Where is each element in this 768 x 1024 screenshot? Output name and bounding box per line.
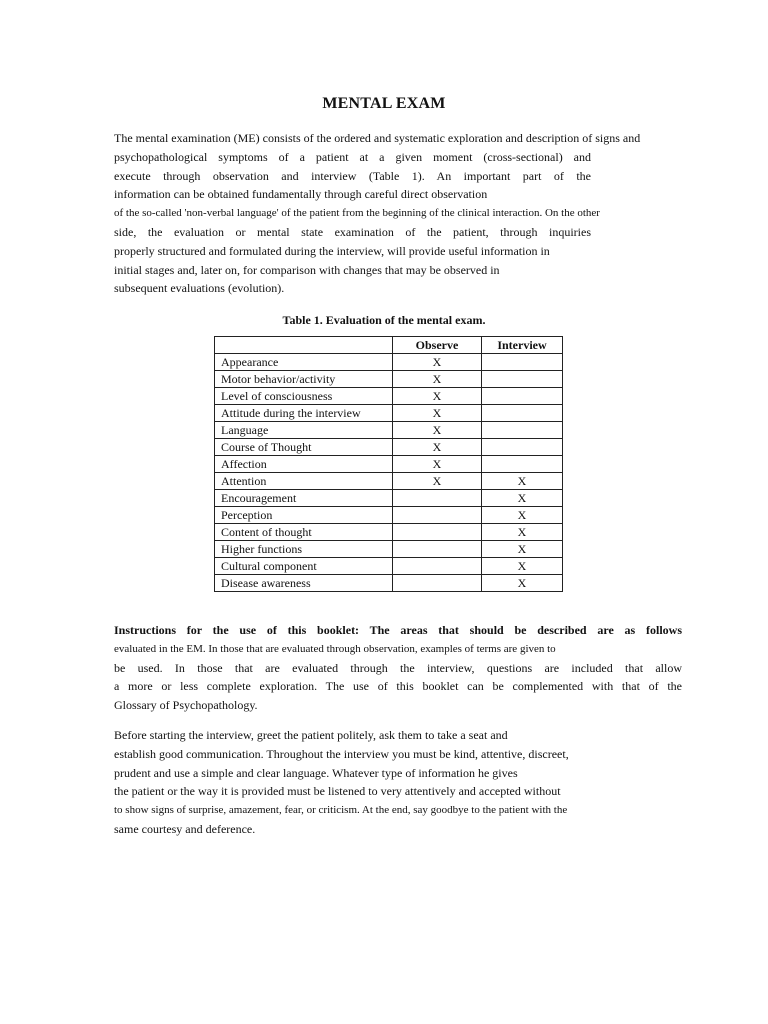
interview-line: establish good communication. Throughout the interview you must be kind, attentive, discreet, bbox=[114, 746, 569, 761]
interview-line: prudent and use a simple and clear language. Whatever type of information he gives bbox=[114, 765, 518, 780]
area-cell: Perception bbox=[215, 507, 393, 524]
table-row bbox=[215, 422, 563, 439]
header-interview: Interview bbox=[482, 337, 563, 354]
intro-line: subsequent evaluations (evolution). bbox=[114, 281, 285, 296]
table-row bbox=[215, 558, 563, 575]
intro-line: information can be obtained fundamentally through careful direct observation bbox=[114, 187, 488, 202]
table-row bbox=[215, 405, 563, 422]
area-cell: Attention bbox=[215, 473, 393, 490]
header-observe: Observe bbox=[393, 337, 482, 354]
interview-cell bbox=[482, 439, 563, 456]
interview-cell: X bbox=[482, 490, 563, 507]
area-cell: Higher functions bbox=[215, 541, 393, 558]
area-cell: Encouragement bbox=[215, 490, 393, 507]
instructions-line: a more or less complete exploration. The use of this booklet can be complemented with that of the bbox=[114, 679, 682, 694]
intro-line: side, the evaluation or mental state examination of the patient, through inquiries bbox=[114, 224, 591, 239]
intro-paragraph bbox=[114, 129, 684, 298]
observe-cell: X bbox=[393, 439, 482, 456]
observe-cell bbox=[393, 507, 482, 524]
observe-cell: X bbox=[393, 354, 482, 371]
interview-cell bbox=[482, 405, 563, 422]
interview-line: Before starting the interview, greet the patient politely, ask them to take a seat and bbox=[114, 728, 508, 742]
table-row bbox=[215, 507, 563, 524]
interview-cell: X bbox=[482, 507, 563, 524]
interview-line: the patient or the way it is provided must be listened to very attentively and accepted without bbox=[114, 784, 561, 799]
area-cell: Appearance bbox=[215, 354, 393, 371]
interview-cell: X bbox=[482, 541, 563, 558]
interview-paragraph bbox=[114, 726, 684, 839]
instructions-paragraph bbox=[114, 621, 684, 715]
intro-line: The mental examination (ME) consists of the ordered and systematic exploration and description of signs and bbox=[114, 131, 641, 145]
observe-cell: X bbox=[393, 422, 482, 439]
instructions-line: Instructions for the use of this booklet: The areas that should be described are as follows bbox=[114, 623, 682, 637]
table-caption: Table 1. Evaluation of the mental exam. bbox=[282, 313, 486, 327]
observe-cell bbox=[393, 524, 482, 541]
interview-cell: X bbox=[482, 558, 563, 575]
table-row bbox=[215, 439, 563, 456]
intro-line: of the so-called 'non-verbal language' of the patient from the beginning of the clinical interaction. On the other bbox=[114, 207, 600, 220]
instructions-line: evaluated in the EM. In those that are evaluated through observation, examples of terms are given to bbox=[114, 642, 556, 655]
interview-cell bbox=[482, 456, 563, 473]
area-cell: Disease awareness bbox=[215, 575, 393, 592]
observe-cell bbox=[393, 541, 482, 558]
observe-cell: X bbox=[393, 456, 482, 473]
page-title: MENTAL EXAM bbox=[322, 95, 446, 112]
area-cell: Language bbox=[215, 422, 393, 439]
observe-cell: X bbox=[393, 371, 482, 388]
area-cell: Content of thought bbox=[215, 524, 393, 541]
table-row bbox=[215, 371, 563, 388]
header-area bbox=[215, 337, 393, 354]
table-row bbox=[215, 354, 563, 371]
interview-line: same courtesy and deference. bbox=[114, 821, 256, 836]
observe-cell bbox=[393, 575, 482, 592]
interview-cell bbox=[482, 388, 563, 405]
instructions-line: be used. In those that are evaluated through the interview, questions are included that allow bbox=[114, 660, 682, 675]
observe-cell: X bbox=[393, 405, 482, 422]
interview-cell: X bbox=[482, 524, 563, 541]
area-cell: Attitude during the interview bbox=[215, 405, 393, 422]
intro-line: initial stages and, later on, for comparison with changes that may be observed in bbox=[114, 262, 500, 277]
interview-cell: X bbox=[482, 473, 563, 490]
area-cell: Motor behavior/activity bbox=[215, 371, 393, 388]
area-cell: Level of consciousness bbox=[215, 388, 393, 405]
interview-cell bbox=[482, 371, 563, 388]
table-row bbox=[215, 490, 563, 507]
intro-line: properly structured and formulated during the interview, will provide useful information in bbox=[114, 243, 550, 258]
area-cell: Cultural component bbox=[215, 558, 393, 575]
mental-exam-table bbox=[214, 336, 563, 592]
interview-cell: X bbox=[482, 575, 563, 592]
table-row bbox=[215, 524, 563, 541]
observe-cell: X bbox=[393, 388, 482, 405]
area-cell: Course of Thought bbox=[215, 439, 393, 456]
interview-cell bbox=[482, 422, 563, 439]
table-body bbox=[215, 354, 563, 592]
instructions-line: Glossary of Psychopathology. bbox=[114, 698, 258, 713]
observe-cell: X bbox=[393, 473, 482, 490]
intro-line: psychopathological symptoms of a patient at a given moment (cross-sectional) and bbox=[114, 149, 591, 164]
observe-cell bbox=[393, 558, 482, 575]
interview-cell bbox=[482, 354, 563, 371]
interview-line: to show signs of surprise, amazement, fear, or criticism. At the end, say goodbye to the patient with the bbox=[114, 804, 568, 817]
table-header-row bbox=[215, 337, 563, 354]
area-cell: Affection bbox=[215, 456, 393, 473]
intro-line: execute through observation and interview (Table 1). An important part of the bbox=[114, 168, 591, 183]
table-row bbox=[215, 575, 563, 592]
table-row bbox=[215, 541, 563, 558]
table-row bbox=[215, 388, 563, 405]
observe-cell bbox=[393, 490, 482, 507]
table-row bbox=[215, 473, 563, 490]
table-row bbox=[215, 456, 563, 473]
